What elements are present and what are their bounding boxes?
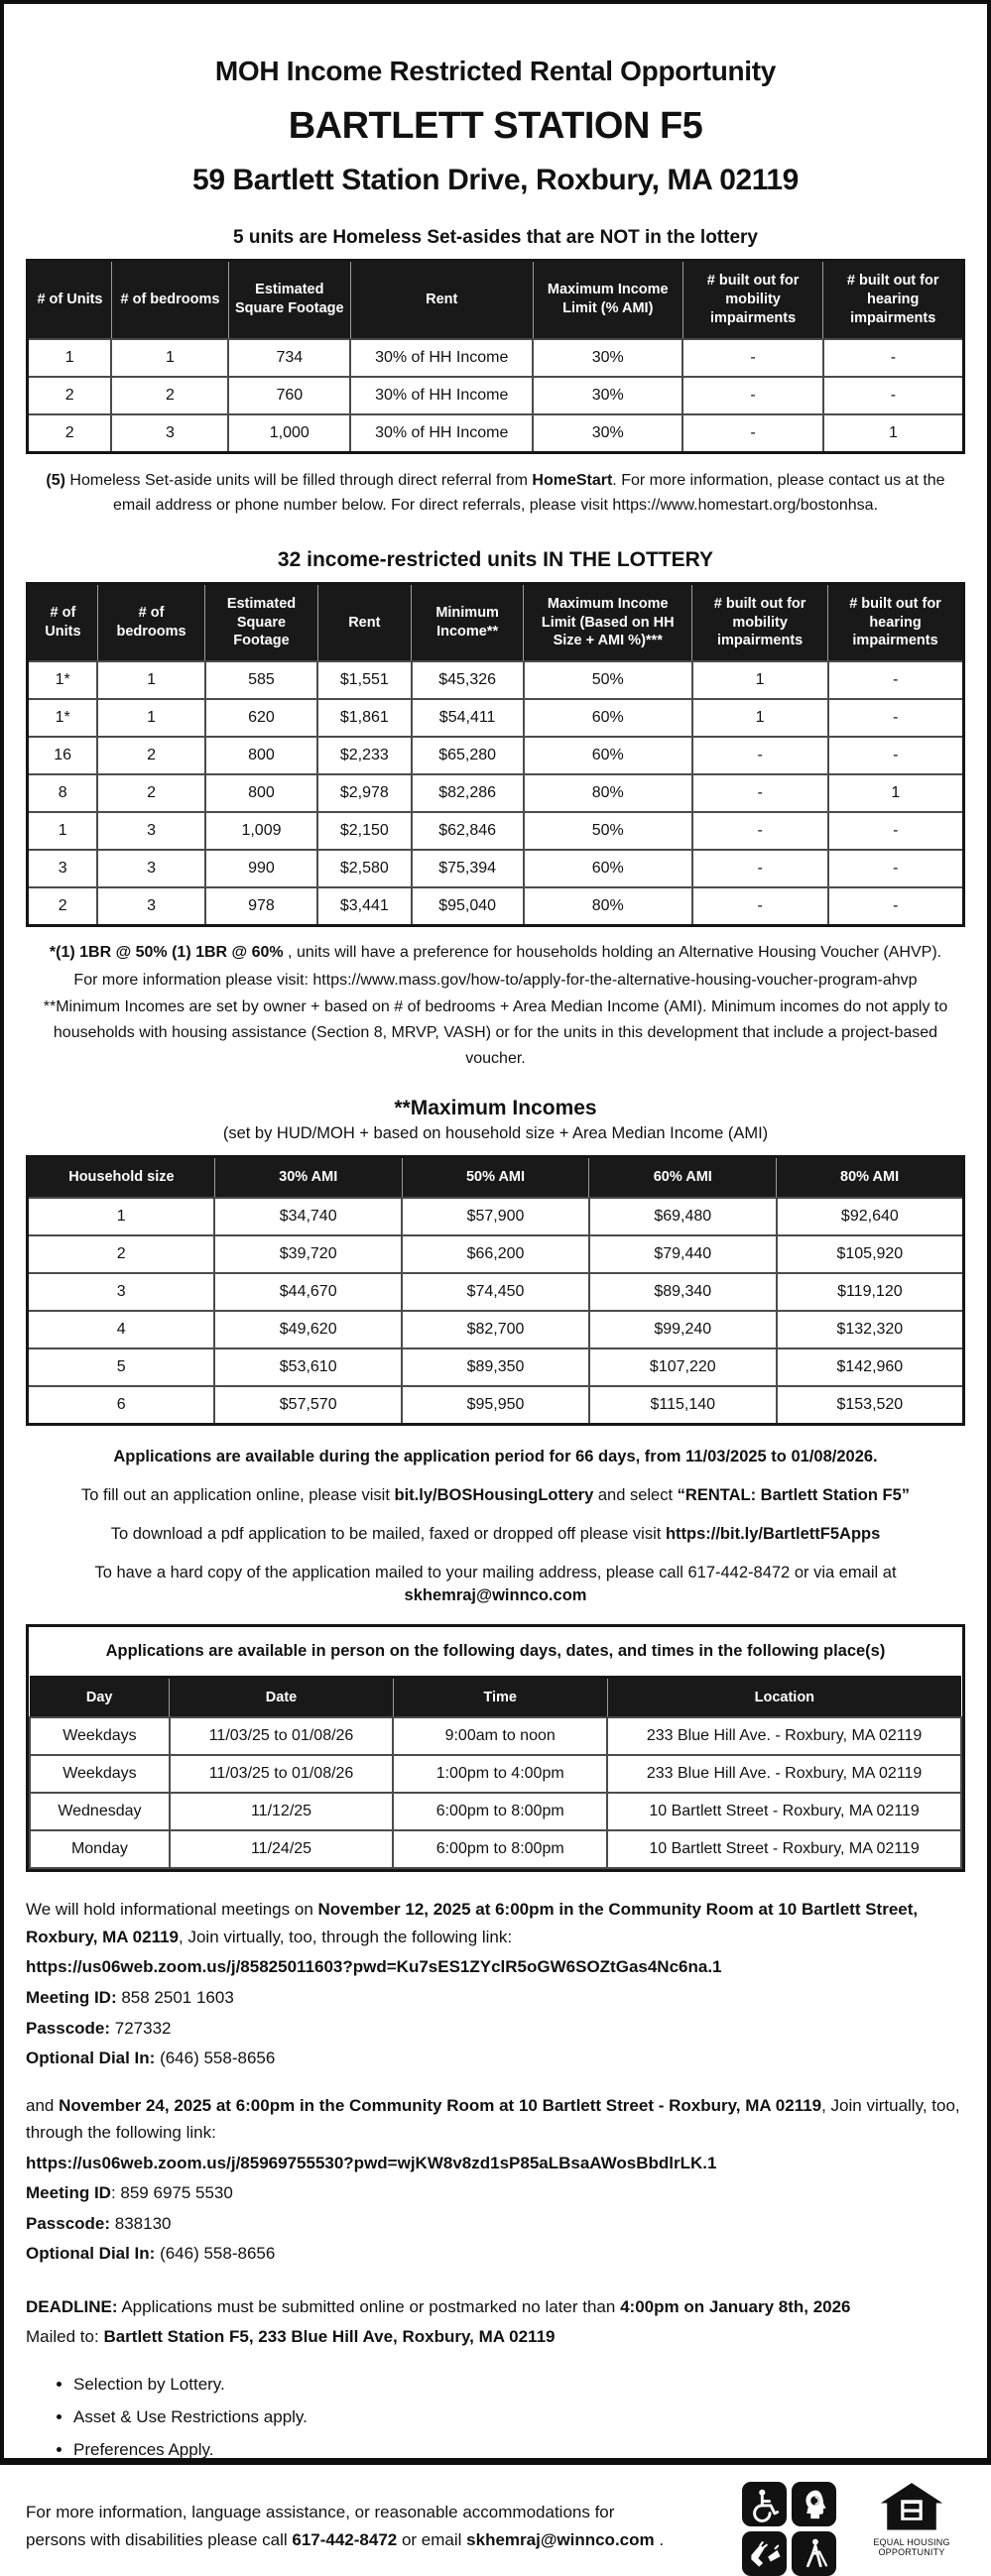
meeting2-id: Meeting ID: 859 6975 5530	[26, 2183, 233, 2203]
table-cell: -	[828, 850, 964, 887]
header	[26, 56, 965, 197]
in-person-caption: Applications are available in person on the following days, dates, and times in the following place(s)	[105, 1641, 886, 1660]
table-cell: 1*	[28, 699, 98, 737]
table-cell: -	[692, 850, 828, 887]
table-cell: -	[823, 339, 964, 377]
table-cell: -	[828, 887, 964, 926]
table-cell: 1,009	[205, 812, 317, 850]
column-header: # of Units	[28, 583, 98, 661]
table-row	[28, 1311, 964, 1348]
column-header: 60% AMI	[589, 1157, 777, 1198]
table-cell: 6:00pm to 8:00pm	[393, 1793, 607, 1830]
column-header: Maximum Income Limit (Based on HH Size + AMI %)***	[524, 583, 692, 661]
application-pdf-line: To download a pdf application to be mailed, faxed or dropped off please visit https://bit.ly/BartlettF5Apps	[110, 1525, 881, 1544]
table-row	[30, 1755, 961, 1793]
table-cell: -	[682, 377, 823, 414]
meeting1-intro: We will hold informational meetings on November 12, 2025 at 6:00pm in the Community Room at 10 Bartlett Street, Roxbury, MA 02119, Join virtually, too, through the following link:	[26, 1900, 919, 1946]
table-row	[28, 699, 964, 737]
table-row	[28, 1198, 964, 1235]
column-header: Maximum Income Limit (% AMI)	[533, 261, 682, 339]
table-cell: 60%	[524, 850, 692, 887]
table-cell: $89,350	[402, 1348, 589, 1386]
table-cell: $75,394	[412, 850, 524, 887]
table-cell: $57,570	[214, 1386, 402, 1425]
column-header: # built out for hearing impairments	[828, 583, 964, 661]
table-cell: 3	[97, 850, 205, 887]
table-cell: 1	[828, 774, 964, 812]
table-cell: 80%	[524, 887, 692, 926]
cognitive-impairment-icon	[792, 2482, 836, 2526]
table-cell: 3	[28, 850, 98, 887]
table-cell: 1	[97, 661, 205, 699]
column-header: # built out for mobility impairments	[692, 583, 828, 661]
meeting1-passcode: Passcode: 727332	[26, 2018, 172, 2038]
table-cell: $82,700	[402, 1311, 589, 1348]
in-person-box	[26, 1624, 965, 1873]
table-cell: $142,960	[777, 1348, 964, 1386]
table-cell: -	[828, 699, 964, 737]
table-cell: $45,326	[412, 661, 524, 699]
list-item: • Preferences Apply.	[73, 2440, 965, 2460]
meeting2-intro: and November 24, 2025 at 6:00pm in the Community Room at 10 Bartlett Street - Roxbury, MA 02119, Join virtually, too, through the following link:	[26, 2095, 960, 2143]
lottery-note-ahvp: *(1) 1BR @ 50% (1) 1BR @ 60% , units will have a preference for households holding an Alternative Housing Voucher (AHVP).	[49, 944, 942, 962]
blind-person-icon	[792, 2531, 836, 2576]
table-row	[28, 414, 964, 453]
table-cell: 60%	[524, 737, 692, 774]
table-row	[28, 377, 964, 414]
table-cell: $89,340	[589, 1273, 777, 1311]
lottery-heading: 32 income-restricted units IN THE LOTTERY	[277, 547, 714, 571]
max-incomes-heading: **Maximum Incomes	[394, 1097, 597, 1120]
table-cell: $95,950	[402, 1386, 589, 1425]
meeting1-dial-in: Optional Dial In: (646) 558-8656	[26, 2049, 276, 2068]
table-cell: $74,450	[402, 1273, 589, 1311]
lottery-units-table	[26, 582, 965, 928]
header-row	[28, 1157, 964, 1198]
table-cell: $3,441	[317, 887, 411, 926]
table-cell: -	[828, 812, 964, 850]
table-row	[28, 339, 964, 377]
table-cell: 2	[97, 737, 205, 774]
table-cell: 30% of HH Income	[350, 377, 533, 414]
table-row	[28, 1386, 964, 1425]
table-cell: 1	[28, 812, 98, 850]
meeting2-zoom-link: https://us06web.zoom.us/j/85969755530?pwd=wjKW8v8zd1sP85aLBsaAWosBbdlrLK.1	[26, 2153, 717, 2172]
maximum-incomes-table	[26, 1155, 965, 1426]
table-cell: $49,620	[214, 1311, 402, 1348]
table-row	[28, 1348, 964, 1386]
table-cell: 6:00pm to 8:00pm	[393, 1830, 607, 1868]
table-cell: -	[682, 339, 823, 377]
table-cell: 11/03/25 to 01/08/26	[170, 1755, 393, 1793]
meeting2-passcode: Passcode: 838130	[26, 2213, 172, 2233]
table-cell: 8	[28, 774, 98, 812]
table-cell: 9:00am to noon	[393, 1717, 607, 1755]
table-cell: $99,240	[589, 1311, 777, 1348]
table-cell: 800	[205, 737, 317, 774]
table-cell: -	[692, 887, 828, 926]
table-row	[30, 1793, 961, 1830]
table-cell: Weekdays	[30, 1755, 170, 1793]
list-item: • Asset & Use Restrictions apply.	[73, 2407, 965, 2427]
table-cell: -	[692, 737, 828, 774]
table-cell: $82,286	[412, 774, 524, 812]
column-header: Minimum Income**	[412, 583, 524, 661]
table-cell: 620	[205, 699, 317, 737]
table-cell: 2	[111, 377, 228, 414]
mailing-address-line: Mailed to: Bartlett Station F5, 233 Blue Hill Ave, Roxbury, MA 02119	[26, 2327, 556, 2347]
list-item: • Selection by Lottery.	[73, 2375, 965, 2395]
table-cell: $92,640	[777, 1198, 964, 1235]
table-row	[28, 1273, 964, 1311]
table-cell: 3	[97, 812, 205, 850]
table-cell: -	[828, 737, 964, 774]
table-cell: $2,150	[317, 812, 411, 850]
application-hardcopy-line: To have a hard copy of the application mailed to your mailing address, please call 617-442-8472 or via email at skhemraj@winnco.com	[94, 1564, 897, 1605]
table-cell: 30% of HH Income	[350, 414, 533, 453]
table-cell: Wednesday	[30, 1793, 170, 1830]
sign-language-icon	[742, 2531, 787, 2576]
table-cell: 233 Blue Hill Ave. - Roxbury, MA 02119	[607, 1755, 961, 1793]
table-row	[30, 1717, 961, 1755]
table-cell: $132,320	[777, 1311, 964, 1348]
table-cell: 800	[205, 774, 317, 812]
table-row	[28, 774, 964, 812]
table-cell: $153,520	[777, 1386, 964, 1425]
column-header: 30% AMI	[214, 1157, 402, 1198]
column-header: 80% AMI	[777, 1157, 964, 1198]
header-row	[28, 583, 964, 661]
table-cell: 30% of HH Income	[350, 339, 533, 377]
conditions-list	[73, 2375, 965, 2460]
column-header: # of Units	[28, 261, 112, 339]
column-header: Day	[30, 1677, 170, 1717]
table-cell: 2	[28, 1235, 215, 1273]
footer	[26, 2482, 965, 2576]
table-cell: 16	[28, 737, 98, 774]
lottery-note-min-income: **Minimum Incomes are set by owner + based on # of bedrooms + Area Median Income (AMI). Minimum incomes do not apply to households with housing assistance (Section 8, MRVP, VASH) or for the units in this development that include a project-based voucher.	[43, 998, 948, 1067]
lottery-note-ahvp-link: For more information please visit: https://www.mass.gov/how-to/apply-for-the-alternative-housing-voucher-program-ahvp	[73, 971, 918, 989]
table-cell: $39,720	[214, 1235, 402, 1273]
footer-contact-text: For more information, language assistance, or reasonable accommodations for persons with disabilities please call 617-442-8472 or email skhemraj@winnco.com .	[26, 2502, 665, 2550]
property-address: 59 Bartlett Station Drive, Roxbury, MA 02119	[192, 164, 799, 196]
table-cell: 1	[28, 339, 112, 377]
informational-meetings	[26, 1896, 965, 2267]
table-row	[30, 1830, 961, 1868]
column-header: # built out for mobility impairments	[682, 261, 823, 339]
table-cell: -	[823, 377, 964, 414]
table-cell: $44,670	[214, 1273, 402, 1311]
table-cell: 760	[228, 377, 350, 414]
table-cell: -	[692, 774, 828, 812]
setaside-heading: 5 units are Homeless Set-asides that are NOT in the lottery	[233, 227, 758, 248]
header-row	[30, 1677, 961, 1717]
table-cell: $1,551	[317, 661, 411, 699]
table-cell: $107,220	[589, 1348, 777, 1386]
table-cell: 10 Bartlett Street - Roxbury, MA 02119	[607, 1793, 961, 1830]
table-cell: 3	[111, 414, 228, 453]
table-cell: 50%	[524, 661, 692, 699]
table-cell: $53,610	[214, 1348, 402, 1386]
table-cell: 30%	[533, 377, 682, 414]
table-cell: -	[828, 661, 964, 699]
application-period-line: Applications are available during the application period for 66 days, from 11/03/2025 to 01/08/2026.	[113, 1448, 878, 1466]
column-header: Rent	[317, 583, 411, 661]
setaside-note: (5) Homeless Set-aside units will be filled through direct referral from HomeStart. For more information, please contact us at the email address or phone number below. For direct referrals, please visit https://www.homestart.org/bostonhsa.	[46, 471, 945, 515]
column-header: Rent	[350, 261, 533, 339]
table-cell: 30%	[533, 414, 682, 453]
meeting1-zoom-link: https://us06web.zoom.us/j/85825011603?pwd=Ku7sES1ZYclR5oGW6SOZtGas4Nc6na.1	[26, 1957, 722, 1977]
table-cell: 2	[97, 774, 205, 812]
application-info	[26, 1446, 965, 1607]
table-cell: 11/03/25 to 01/08/26	[170, 1717, 393, 1755]
table-cell: 990	[205, 850, 317, 887]
table-cell: 50%	[524, 812, 692, 850]
deadline-section	[26, 2293, 965, 2351]
table-cell: 1	[28, 1198, 215, 1235]
table-cell: $119,120	[777, 1273, 964, 1311]
table-cell: 11/24/25	[170, 1830, 393, 1868]
accessibility-icons	[742, 2482, 836, 2576]
deadline-line: DEADLINE: Applications must be submitted online or postmarked no later than 4:00pm on January 8th, 2026	[26, 2296, 851, 2316]
table-cell: $69,480	[589, 1198, 777, 1235]
footer-icons	[742, 2482, 959, 2576]
table-cell: $34,740	[214, 1198, 402, 1235]
table-cell: Monday	[30, 1830, 170, 1868]
page-title: MOH Income Restricted Rental Opportunity	[214, 56, 777, 86]
header-row	[28, 261, 964, 339]
table-cell: $57,900	[402, 1198, 589, 1235]
column-header: # of bedrooms	[97, 583, 205, 661]
table-cell: 11/12/25	[170, 1793, 393, 1830]
table-cell: 3	[28, 1273, 215, 1311]
table-cell: $2,580	[317, 850, 411, 887]
table-cell: 30%	[533, 339, 682, 377]
column-header: Location	[607, 1677, 961, 1717]
column-header: Estimated Square Footage	[205, 583, 317, 661]
table-row	[28, 887, 964, 926]
table-cell: $54,411	[412, 699, 524, 737]
table-row	[28, 661, 964, 699]
table-row	[28, 1235, 964, 1273]
equal-housing-caption: EQUAL HOUSING OPPORTUNITY	[873, 2536, 950, 2558]
column-header: 50% AMI	[402, 1157, 589, 1198]
table-row	[28, 812, 964, 850]
table-row	[28, 737, 964, 774]
column-header: Date	[170, 1677, 393, 1717]
lottery-notes	[26, 940, 965, 1071]
table-cell: 734	[228, 339, 350, 377]
table-cell: 2	[28, 887, 98, 926]
table-cell: 6	[28, 1386, 215, 1425]
table-cell: 1	[111, 339, 228, 377]
application-online-line: To fill out an application online, please visit bit.ly/BOSHousingLottery and select “RENTAL: Bartlett Station F5”	[80, 1486, 911, 1505]
meeting2-dial-in: Optional Dial In: (646) 558-8656	[26, 2244, 276, 2264]
column-header: Time	[393, 1677, 607, 1717]
table-cell: 3	[97, 887, 205, 926]
column-header: Household size	[28, 1157, 215, 1198]
table-cell: 5	[28, 1348, 215, 1386]
table-cell: -	[692, 812, 828, 850]
table-cell: 80%	[524, 774, 692, 812]
column-header: # of bedrooms	[111, 261, 228, 339]
table-cell: 2	[28, 377, 112, 414]
table-cell: Weekdays	[30, 1717, 170, 1755]
max-incomes-subtitle: (set by HUD/MOH + based on household size + Area Median Income (AMI)	[222, 1124, 769, 1143]
table-cell: 1,000	[228, 414, 350, 453]
column-header: # built out for hearing impairments	[823, 261, 964, 339]
table-cell: 1	[823, 414, 964, 453]
table-cell: 585	[205, 661, 317, 699]
table-cell: 978	[205, 887, 317, 926]
table-cell: 1	[692, 699, 828, 737]
table-cell: 1	[692, 661, 828, 699]
property-name: BARTLETT STATION F5	[288, 105, 703, 147]
table-cell: $2,233	[317, 737, 411, 774]
table-cell: $105,920	[777, 1235, 964, 1273]
table-cell: 10 Bartlett Street - Roxbury, MA 02119	[607, 1830, 961, 1868]
table-cell: 60%	[524, 699, 692, 737]
table-cell: $1,861	[317, 699, 411, 737]
table-cell: 233 Blue Hill Ave. - Roxbury, MA 02119	[607, 1717, 961, 1755]
table-row	[28, 850, 964, 887]
table-cell: -	[682, 414, 823, 453]
equal-housing-logo	[864, 2482, 959, 2558]
table-cell: $65,280	[412, 737, 524, 774]
wheelchair-icon	[742, 2482, 787, 2526]
table-cell: 2	[28, 414, 112, 453]
meeting1-id: Meeting ID: 858 2501 1603	[26, 1987, 234, 2007]
table-cell: $95,040	[412, 887, 524, 926]
table-cell: $66,200	[402, 1235, 589, 1273]
table-cell: $2,978	[317, 774, 411, 812]
homeless-setaside-table	[26, 259, 965, 454]
table-cell: $62,846	[412, 812, 524, 850]
table-cell: 1*	[28, 661, 98, 699]
table-cell: 1	[97, 699, 205, 737]
table-cell: 4	[28, 1311, 215, 1348]
column-header: Estimated Square Footage	[228, 261, 350, 339]
in-person-availability-table	[29, 1676, 962, 1870]
table-cell: $115,140	[589, 1386, 777, 1425]
table-cell: 1:00pm to 4:00pm	[393, 1755, 607, 1793]
table-cell: $79,440	[589, 1235, 777, 1273]
